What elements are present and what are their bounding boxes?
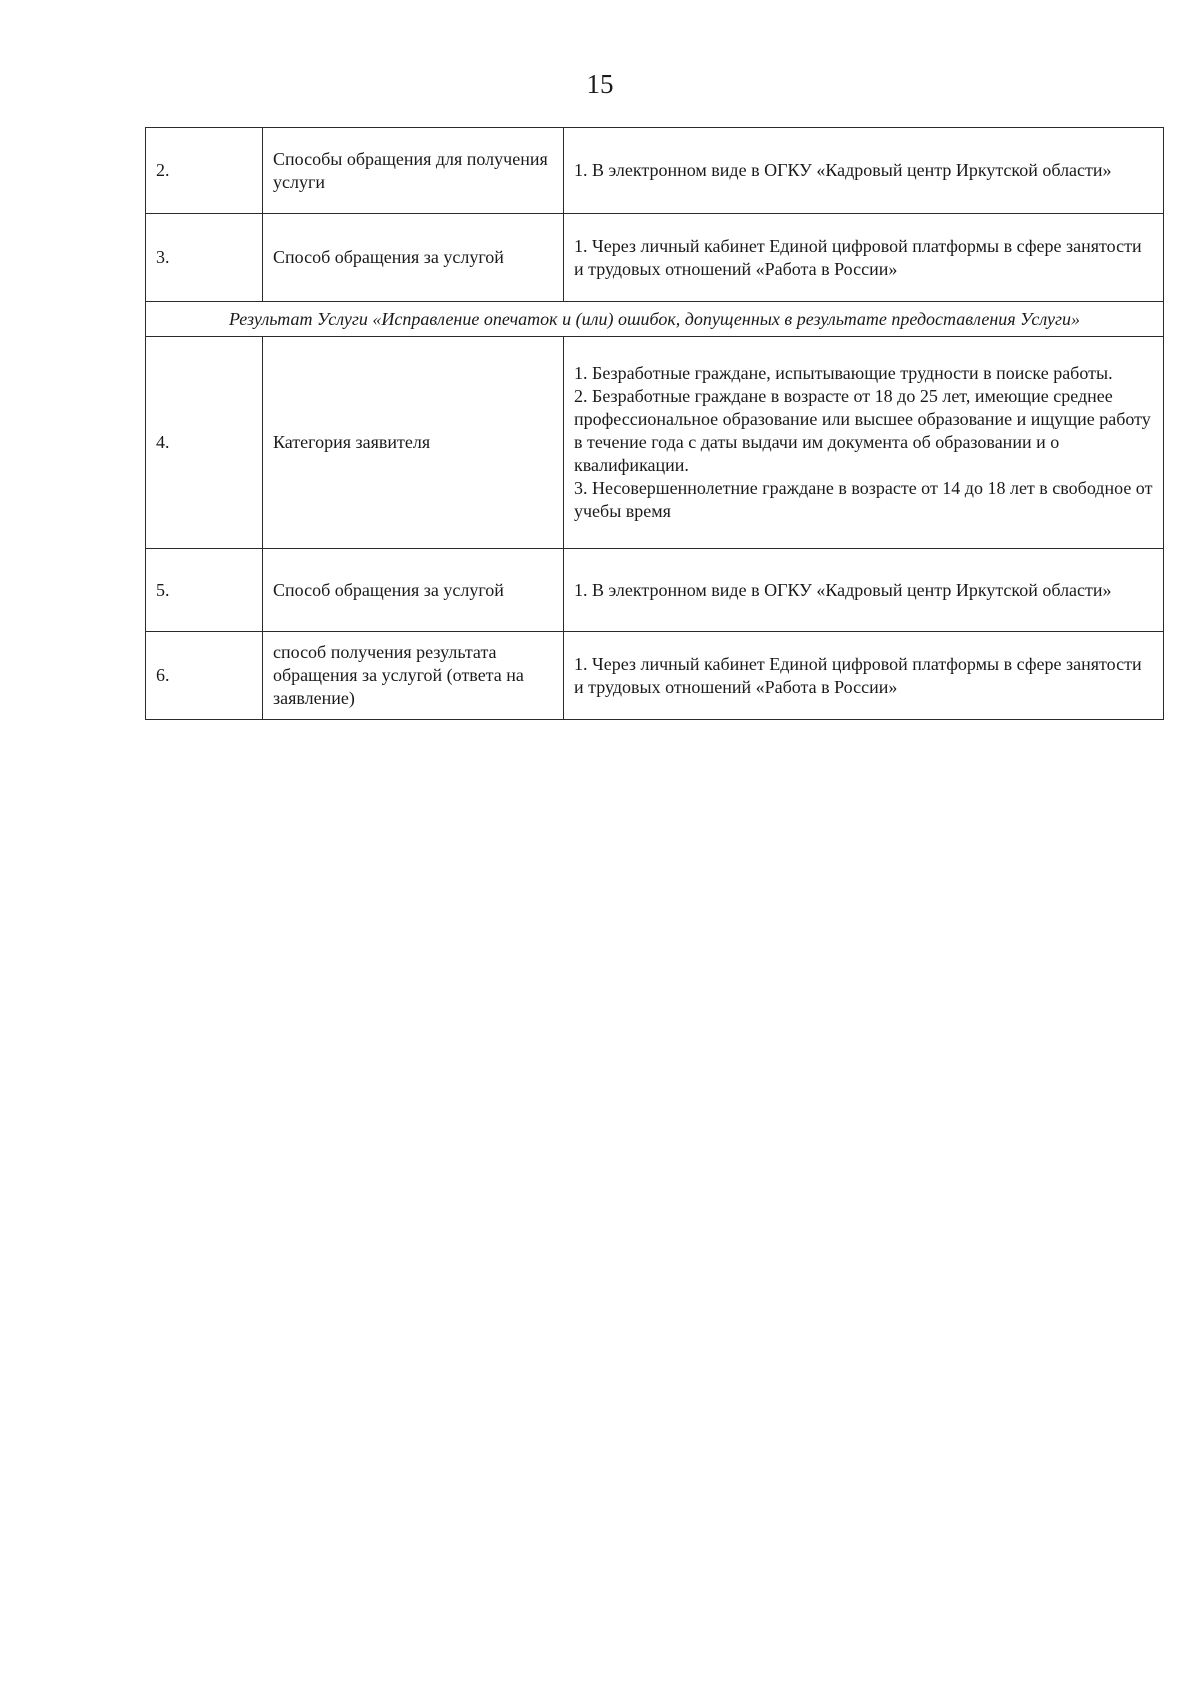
row-number: 2. [146,128,263,214]
row-number: 4. [146,337,263,549]
row-number: 6. [146,632,263,720]
row-value [564,128,1164,214]
table-row [146,214,1164,302]
row-label: Способ обращения за услугой [263,214,564,302]
row-label: Категория заявителя [263,337,564,549]
row-label: способ получения результата обращения за услугой (ответа на заявление) [263,632,564,720]
row-number: 3. [146,214,263,302]
table-row [146,549,1164,632]
row-value [564,549,1164,632]
table-row [146,128,1164,214]
row-value-line: 1. Безработные граждане, испытывающие трудности в поиске работы. [574,363,1113,383]
row-value-line: 1. В электронном виде в ОГКУ «Кадровый центр Иркутской области» [574,579,1112,600]
row-label: Способы обращения для получения услуги [263,128,564,214]
row-value-line: 1. В электронном виде в ОГКУ «Кадровый центр Иркутской области» [574,160,1112,180]
row-value [564,632,1164,720]
row-number: 5. [146,549,263,632]
row-value-line: 2. Безработные граждане в возрасте от 18 до 25 лет, имеющие среднее профессиональное образование или высшее образование и ищущие работу в течение года с даты выдачи им документа об образовании и о квалификации. [574,386,1151,475]
page-number: 15 [586,69,614,99]
service-table [145,127,1164,720]
row-value-line: 1. Через личный кабинет Единой цифровой платформы в сфере занятости и трудовых отношений «Работа в России» [574,235,1142,279]
row-value-line: 3. Несовершеннолетние граждане в возрасте от 14 до 18 лет в свободное от учебы время [574,478,1153,521]
row-label: Способ обращения за услугой [263,549,564,632]
table-row [146,337,1164,549]
section-header-row [146,302,1164,337]
row-value-line: 1. Через личный кабинет Единой цифровой платформы в сфере занятости и трудовых отношений «Работа в России» [574,653,1142,697]
table-row [146,632,1164,720]
row-value [564,337,1164,549]
row-value [564,214,1164,302]
section-header: Результат Услуги «Исправление опечаток и (или) ошибок, допущенных в результате предоставления Услуги» [146,302,1164,337]
